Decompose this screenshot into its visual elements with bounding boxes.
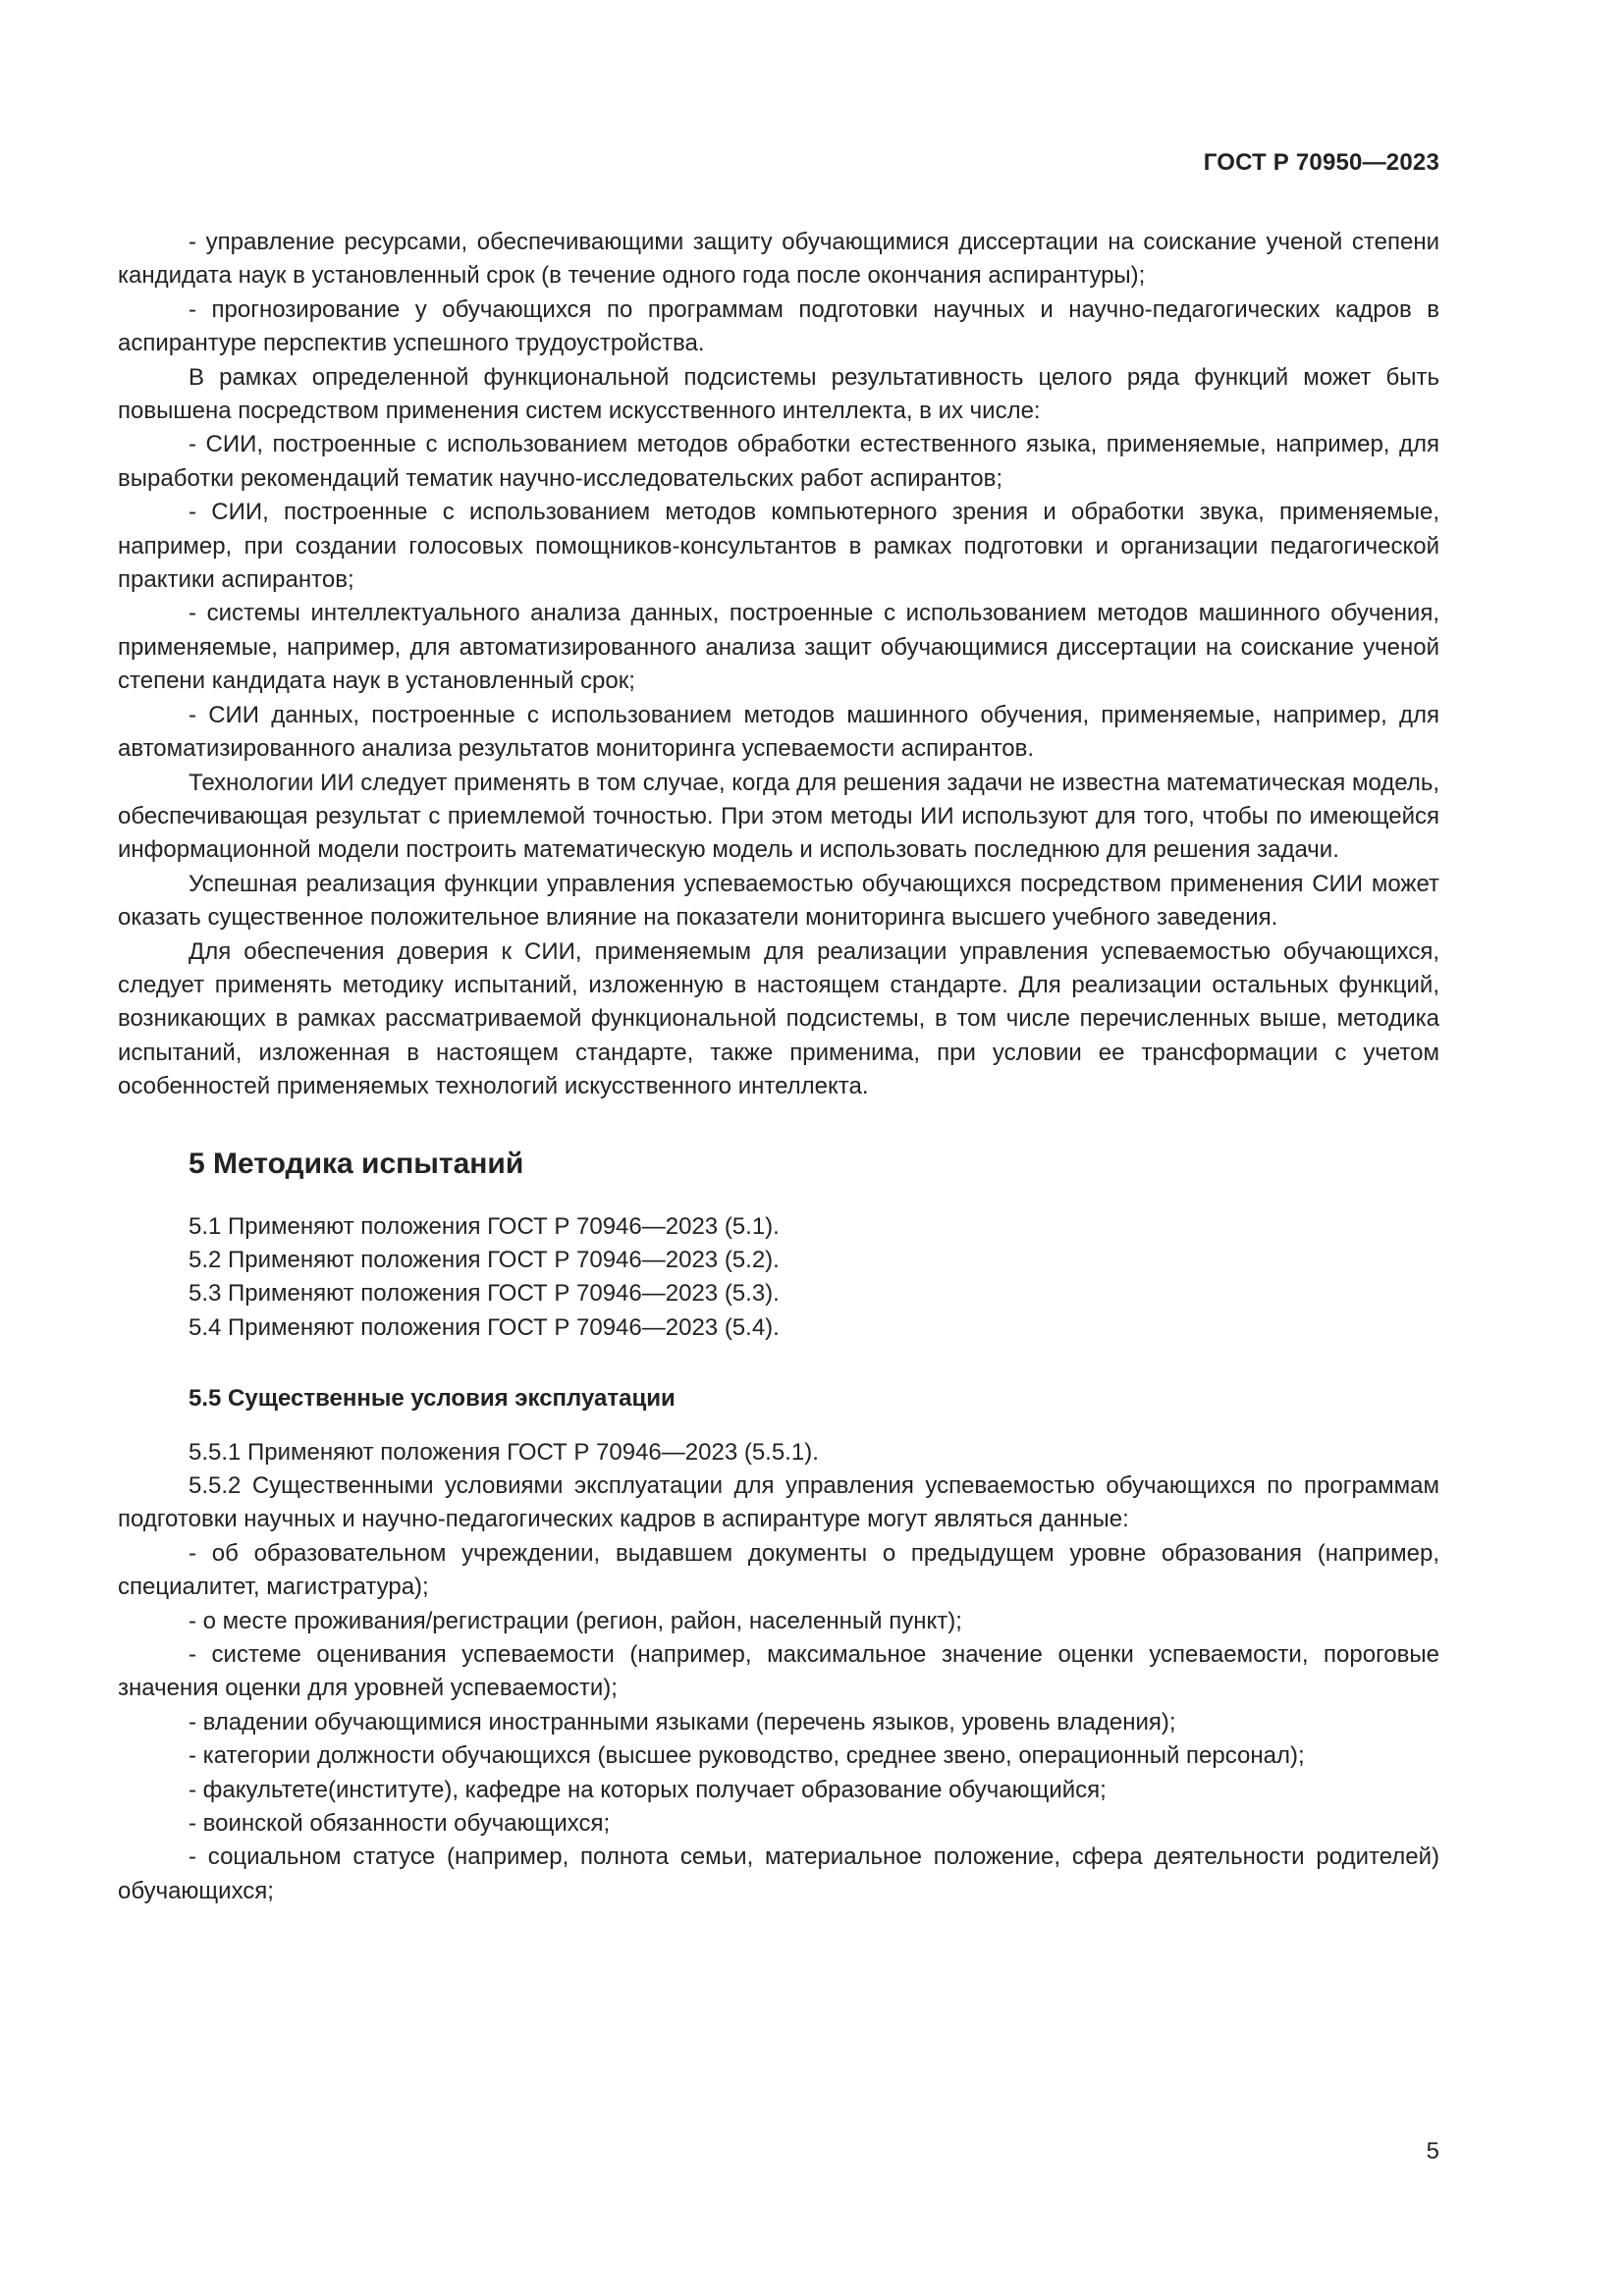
intro-paragraph: Для обеспечения доверия к СИИ, применяемым для реализации управления успеваемостью обучающихся, следует применять методику испытаний, изложенную в настоящем стандарте. Для реализации остальных функций, возникающих в рамках рассматриваемой функциональной подсистемы, в том числе перечисленных выше, методика испытаний, изложенная в настоящем стандарте, также применима, при условии ее трансформации с учетом особенностей применяемых технологий искусственного интеллекта. <box>118 937 1439 1100</box>
list-item: - об образовательном учреждении, выдавшем документы о предыдущем уровне образования (например, специалитет, магистратура); <box>118 1539 1439 1601</box>
standard-number-header: ГОСТ Р 70950—2023 <box>1203 149 1439 176</box>
list-item: - системе оценивания успеваемости (например, максимальное значение оценки успеваемости, пороговые значения оценки для уровней успеваемости); <box>118 1641 1439 1702</box>
intro-paragraph: - управление ресурсами, обеспечивающими защиту обучающимися диссертации на соискание ученой степени кандидата наук в установленный срок (в течение одного года после окончания аспирантуры); <box>118 229 1439 290</box>
intro-paragraph: - прогнозирование у обучающихся по программам подготовки научных и научно-педагогических кадров в аспирантуре перспектив успешного трудоустройства. <box>118 295 1439 357</box>
document-body <box>118 226 1439 1908</box>
section-item: 5.2 Применяют положения ГОСТ Р 70946—2023 (5.2). <box>189 1246 780 1273</box>
intro-paragraph: - системы интеллектуального анализа данных, построенные с использованием методов машинного обучения, применяемые, например, для автоматизированного анализа защит обучающимися диссертации на соискание ученой степени кандидата наук в установленный срок; <box>118 600 1439 695</box>
subsection-heading-5-5: 5.5 Существенные условия эксплуатации <box>189 1385 676 1413</box>
intro-paragraph: - СИИ, построенные с использованием методов обработки естественного языка, применяемые, например, для выработки рекомендаций тематик научно-исследовательских работ аспирантов; <box>118 431 1439 492</box>
list-item: - факультете(институте), кафедре на которых получает образование обучающийся; <box>189 1776 1107 1803</box>
subsection-paragraph: 5.5.1 Применяют положения ГОСТ Р 70946—2023 (5.5.1). <box>189 1438 819 1466</box>
page-number: 5 <box>1426 2138 1439 2164</box>
intro-paragraph: Технологии ИИ следует применять в том случае, когда для решения задачи не известна математическая модель, обеспечивающая результат с приемлемой точностью. При этом методы ИИ используют для того, чтобы по имеющейся информационной модели построить математическую модель и использовать последнюю для решения задачи. <box>118 769 1439 864</box>
section-heading-5: 5 Методика испытаний <box>189 1147 524 1180</box>
intro-paragraph: - СИИ, построенные с использованием методов компьютерного зрения и обработки звука, применяемые, например, при создании голосовых помощников-консультантов в рамках подготовки и организации педагогической практики аспирантов; <box>118 499 1439 594</box>
list-item: - категории должности обучающихся (высшее руководство, среднее звено, операционный персонал); <box>189 1742 1305 1770</box>
list-item: - о месте проживания/регистрации (регион, район, населенный пункт); <box>189 1607 962 1634</box>
intro-paragraph: В рамках определенной функциональной подсистемы результативность целого ряда функций может быть повышена посредством применения систем искусственного интеллекта, в их числе: <box>118 363 1439 425</box>
intro-paragraph: - СИИ данных, построенные с использованием методов машинного обучения, применяемые, например, для автоматизированного анализа результатов мониторинга успеваемости аспирантов. <box>118 701 1439 763</box>
list-item: - социальном статусе (например, полнота семьи, материальное положение, сфера деятельности родителей) обучающихся; <box>118 1843 1439 1904</box>
list-item: - владении обучающимися иностранными языками (перечень языков, уровень владения); <box>189 1708 1176 1735</box>
section-item: 5.4 Применяют положения ГОСТ Р 70946—2023 (5.4). <box>189 1313 780 1341</box>
section-item: 5.1 Применяют положения ГОСТ Р 70946—2023 (5.1). <box>189 1212 780 1240</box>
subsection-paragraph: 5.5.2 Существенными условиями эксплуатации для управления успеваемостью обучающихся по программам подготовки научных и научно-педагогических кадров в аспирантуре могут являться данные: <box>118 1472 1439 1533</box>
intro-paragraph: Успешная реализация функции управления успеваемостью обучающихся посредством применения СИИ может оказать существенное положительное влияние на показатели мониторинга высшего учебного заведения. <box>118 870 1439 932</box>
section-item: 5.3 Применяют положения ГОСТ Р 70946—2023 (5.3). <box>189 1280 780 1308</box>
list-item: - воинской обязанности обучающихся; <box>189 1810 611 1838</box>
